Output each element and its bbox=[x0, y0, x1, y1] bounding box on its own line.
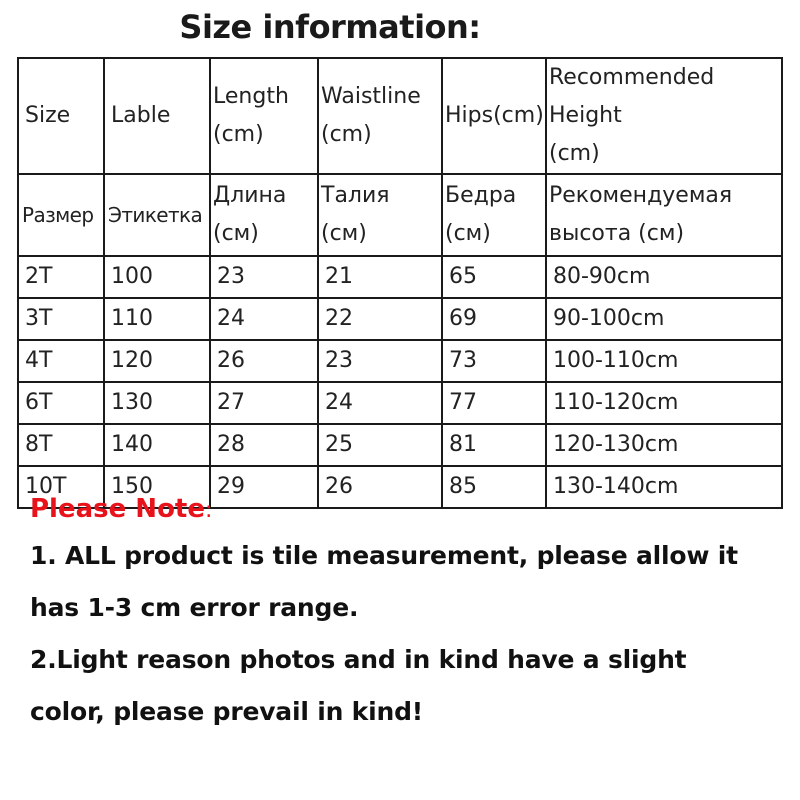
header-height-ru-text: Рекомендуемая bbox=[549, 183, 733, 208]
cell-hips: 77 bbox=[442, 382, 546, 424]
cell-length: 27 bbox=[210, 382, 318, 424]
header-waist-ru bbox=[318, 174, 442, 256]
table-row bbox=[18, 340, 782, 382]
header-height-ru bbox=[546, 174, 782, 256]
cell-height: 80-90cm bbox=[546, 256, 782, 298]
header-length-ru-unit: (см) bbox=[213, 221, 259, 246]
cell-length: 24 bbox=[210, 298, 318, 340]
header-waistline-text: Waistline bbox=[321, 84, 421, 109]
cell-length: 23 bbox=[210, 256, 318, 298]
cell-hips: 81 bbox=[442, 424, 546, 466]
cell-hips: 69 bbox=[442, 298, 546, 340]
cell-length: 28 bbox=[210, 424, 318, 466]
header-row-english bbox=[18, 58, 782, 174]
table-row bbox=[18, 382, 782, 424]
header-waist-ru-unit: (см) bbox=[321, 221, 367, 246]
cell-waistline: 22 bbox=[318, 298, 442, 340]
note-line-1: 1. ALL product is tile measurement, please allow it bbox=[30, 541, 738, 570]
cell-length: 29 bbox=[210, 466, 318, 508]
note-line-4: color, please prevail in kind! bbox=[30, 697, 423, 726]
cell-label: 140 bbox=[104, 424, 210, 466]
header-label: Lable bbox=[104, 58, 210, 174]
header-height-text: Recommended Height bbox=[549, 65, 715, 128]
header-hips-ru-unit: (см) bbox=[445, 221, 491, 246]
note-line-2: has 1-3 cm error range. bbox=[30, 593, 359, 622]
header-length-unit: (cm) bbox=[213, 122, 264, 147]
cell-label: 150 bbox=[104, 466, 210, 508]
cell-waistline: 26 bbox=[318, 466, 442, 508]
header-hips-ru-text: Бедра bbox=[445, 183, 517, 208]
cell-size: 3T bbox=[18, 298, 104, 340]
size-chart-table bbox=[17, 57, 783, 509]
table-row bbox=[18, 424, 782, 466]
cell-waistline: 21 bbox=[318, 256, 442, 298]
cell-size: 10T bbox=[18, 466, 104, 508]
cell-label: 130 bbox=[104, 382, 210, 424]
cell-size: 8T bbox=[18, 424, 104, 466]
cell-size: 4T bbox=[18, 340, 104, 382]
header-height-unit: (cm) bbox=[549, 141, 600, 166]
cell-length: 26 bbox=[210, 340, 318, 382]
cell-hips: 85 bbox=[442, 466, 546, 508]
header-label-ru: Этикетка bbox=[104, 174, 210, 256]
header-waistline bbox=[318, 58, 442, 174]
note-title-text: Please Note bbox=[30, 494, 205, 524]
cell-height: 120-130cm bbox=[546, 424, 782, 466]
header-size-ru: Размер bbox=[18, 174, 104, 256]
note-line-3: 2.Light reason photos and in kind have a slight bbox=[30, 645, 687, 674]
header-hips: Hips(cm) bbox=[442, 58, 546, 174]
cell-label: 100 bbox=[104, 256, 210, 298]
note-title bbox=[30, 488, 790, 530]
header-length bbox=[210, 58, 318, 174]
cell-waistline: 24 bbox=[318, 382, 442, 424]
cell-size: 6T bbox=[18, 382, 104, 424]
header-size: Size bbox=[18, 58, 104, 174]
header-length-text: Length bbox=[213, 84, 289, 109]
header-row-russian bbox=[18, 174, 782, 256]
cell-waistline: 25 bbox=[318, 424, 442, 466]
cell-waistline: 23 bbox=[318, 340, 442, 382]
header-hips-ru bbox=[442, 174, 546, 256]
header-waistline-unit: (cm) bbox=[321, 122, 372, 147]
note-block bbox=[30, 488, 790, 738]
cell-label: 110 bbox=[104, 298, 210, 340]
cell-height: 100-110cm bbox=[546, 340, 782, 382]
table-row bbox=[18, 298, 782, 340]
cell-hips: 65 bbox=[442, 256, 546, 298]
page-title: Size information: bbox=[179, 8, 481, 46]
header-length-ru bbox=[210, 174, 318, 256]
cell-height: 110-120cm bbox=[546, 382, 782, 424]
header-waist-ru-text: Талия bbox=[321, 183, 390, 208]
cell-height: 130-140cm bbox=[546, 466, 782, 508]
header-recommended-height bbox=[546, 58, 782, 174]
cell-height: 90-100cm bbox=[546, 298, 782, 340]
note-title-colon: : bbox=[205, 498, 213, 523]
header-height-ru-unit: высота (см) bbox=[549, 221, 685, 246]
cell-size: 2T bbox=[18, 256, 104, 298]
cell-label: 120 bbox=[104, 340, 210, 382]
table-row bbox=[18, 256, 782, 298]
cell-hips: 73 bbox=[442, 340, 546, 382]
header-length-ru-text: Длина bbox=[213, 183, 287, 208]
